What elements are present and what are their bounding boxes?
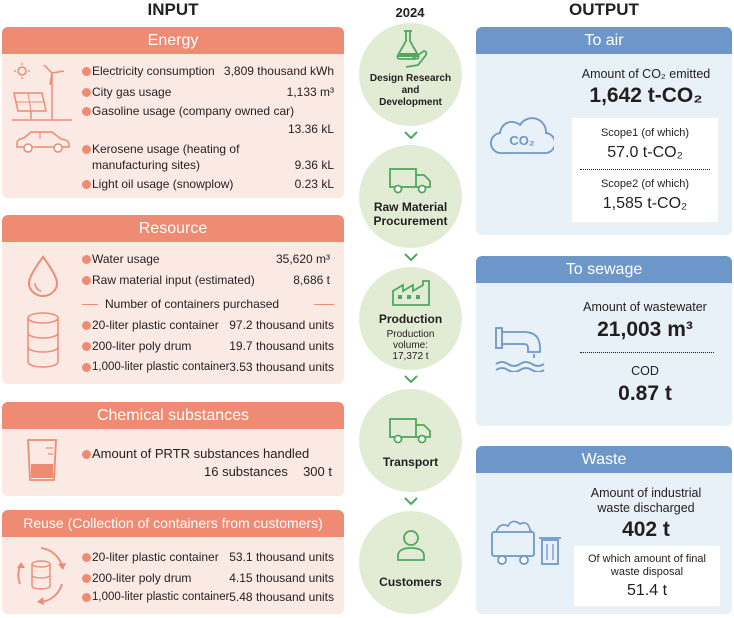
waste-cart-icon: [490, 518, 562, 568]
stage-design-line3: Development: [379, 97, 442, 108]
pipe-icon: [494, 324, 550, 372]
water-usage-value: 35,620 m³: [275, 252, 330, 266]
stage-transport-label: Transport: [382, 455, 439, 469]
truck-icon: [389, 167, 431, 195]
sewage-panel: [476, 256, 732, 426]
stage-raw-material: [359, 145, 462, 248]
drum-200l-value: 19.7 thousand units: [229, 339, 334, 353]
bullet-dot: [82, 593, 91, 602]
city-gas-label: City gas usage: [92, 85, 172, 99]
container-20l-value: 97.2 thousand units: [229, 318, 334, 332]
bullet-dot: [82, 321, 91, 330]
cod-value: 0.87 t: [618, 382, 672, 405]
container-1000l-label: 1,000-liter plastic container: [92, 361, 230, 373]
chevron-down-icon: [404, 375, 418, 383]
bullet-dot: [82, 88, 91, 97]
recycle-icon: [16, 544, 66, 606]
reuse-20l-label: 20-liter plastic container: [92, 550, 219, 564]
scope2-value: 1,585 t-CO₂: [602, 195, 688, 212]
divider: [82, 304, 98, 305]
chevron-down-icon: [404, 131, 418, 139]
raw-material-value: 8,686 t: [293, 273, 330, 287]
bullet-dot: [82, 107, 91, 116]
bullet-dot: [82, 255, 91, 264]
reuse-panel: [2, 510, 344, 614]
raw-material-label: Raw material input (estimated): [92, 273, 255, 287]
stage-design-research: [359, 23, 462, 126]
light-oil-label: Light oil usage (snowplow): [92, 177, 234, 191]
reuse-200l-value: 4.15 thousand units: [229, 571, 334, 585]
waste-header: Waste: [476, 446, 732, 473]
scope1-label: Scope1 (of which): [600, 127, 690, 139]
scope1-value: 57.0 t-CO₂: [607, 144, 683, 161]
reuse-20l-value: 53.1 thousand units: [229, 550, 334, 564]
wastewater-label: Amount of wastewater: [583, 300, 707, 314]
electricity-value: 3,809 thousand kWh: [223, 64, 334, 78]
kerosene-label-line1: Kerosene usage (heating of: [92, 142, 240, 156]
waste-label-line1: Amount of industrial: [590, 486, 702, 500]
waste-value: 402 t: [622, 518, 670, 541]
gasoline-label: Gasoline usage (company owned car): [92, 104, 295, 118]
stage-customers: [359, 511, 462, 614]
reuse-1000l-value: 5.48 thousand units: [229, 590, 334, 604]
chemical-panel: [2, 402, 344, 496]
stage-design-line1: Design Research: [369, 73, 452, 84]
scope-divider: [580, 169, 710, 170]
production-volume-line2: volume:: [392, 340, 428, 351]
container-20l-label: 20-liter plastic container: [92, 318, 219, 332]
beaker-icon: [26, 438, 58, 482]
sewage-divider: [580, 352, 714, 353]
solar-wind-icon: [12, 63, 74, 125]
prtr-label: Amount of PRTR substances handled: [92, 446, 310, 461]
stage-transport: [359, 389, 462, 492]
scope2-label: Scope2 (of which): [600, 178, 690, 190]
energy-panel: [2, 27, 344, 198]
bullet-dot: [82, 363, 91, 372]
gasoline-value: 13.36 kL: [287, 122, 334, 136]
bullet-dot: [82, 276, 91, 285]
air-panel: [476, 27, 732, 235]
stage-raw-line1: Raw Material: [373, 200, 448, 214]
cod-label: COD: [631, 364, 659, 378]
truck-icon: [389, 417, 431, 445]
waste-panel: [476, 446, 732, 614]
stage-production-label: Production: [378, 312, 443, 326]
container-1000l-value: 3.53 thousand units: [229, 360, 334, 374]
sewage-header: To sewage: [476, 256, 732, 283]
water-drop-icon: [26, 255, 60, 297]
output-title: OUTPUT: [569, 0, 639, 19]
chemical-header: Chemical substances: [2, 402, 344, 429]
chevron-down-icon: [404, 497, 418, 505]
stage-design-line2: and: [401, 85, 420, 96]
electricity-label: Electricity consumption: [92, 64, 215, 78]
year-label: 2024: [395, 5, 425, 20]
wastewater-value: 21,003 m³: [597, 318, 693, 341]
waste-label-line2: waste discharged: [597, 501, 695, 515]
production-volume-line1: Production: [386, 329, 435, 340]
co2-label: Amount of CO₂ emitted: [581, 67, 711, 81]
input-title: INPUT: [147, 0, 199, 19]
person-icon: [396, 529, 426, 561]
resource-header: Resource: [2, 215, 344, 242]
bullet-dot: [82, 553, 91, 562]
water-usage-label: Water usage: [92, 252, 160, 266]
final-disposal-value: 51.4 t: [626, 582, 668, 599]
final-disposal-label-line2: waste disposal: [610, 566, 684, 578]
factory-icon: [391, 279, 431, 307]
divider: [314, 304, 334, 305]
reuse-header: Reuse (Collection of containers from customers): [2, 510, 344, 537]
air-header: To air: [476, 27, 732, 54]
co2-value: 1,642 t-CO₂: [589, 84, 703, 107]
energy-header: Energy: [2, 27, 344, 54]
co2-icon-text: CO₂: [509, 133, 535, 148]
kerosene-value: 9.36 kL: [294, 158, 334, 172]
city-gas-value: 1,133 m³: [286, 85, 334, 99]
reuse-200l-label: 200-liter poly drum: [92, 571, 192, 585]
reuse-1000l-label: 1,000-liter plastic container: [92, 591, 230, 603]
production-volume-value: 17,372 t: [392, 351, 429, 362]
bullet-dot: [82, 67, 91, 76]
bullet-dot: [82, 342, 91, 351]
drum-icon: [24, 311, 62, 369]
bullet-dot: [82, 450, 91, 459]
kerosene-label-line2: manufacturing sites): [92, 158, 201, 172]
bullet-dot: [82, 180, 91, 189]
final-disposal-box: [574, 546, 720, 606]
final-disposal-label-line1: Of which amount of final: [587, 553, 706, 565]
resource-panel: [2, 215, 344, 384]
car-icon: [14, 129, 72, 155]
chevron-down-icon: [404, 253, 418, 261]
bullet-dot: [82, 145, 91, 154]
stage-production: [359, 267, 462, 370]
flask-hand-icon: [394, 29, 428, 69]
stage-customers-label: Customers: [379, 575, 442, 589]
containers-heading: Number of containers purchased: [105, 297, 280, 311]
bullet-dot: [82, 574, 91, 583]
prtr-amount: 300 t: [303, 464, 332, 479]
scope-box: [572, 118, 718, 222]
prtr-count: 16 substances: [204, 464, 288, 479]
stage-raw-line2: Procurement: [373, 214, 448, 228]
light-oil-value: 0.23 kL: [294, 177, 334, 191]
drum-200l-label: 200-liter poly drum: [92, 339, 192, 353]
